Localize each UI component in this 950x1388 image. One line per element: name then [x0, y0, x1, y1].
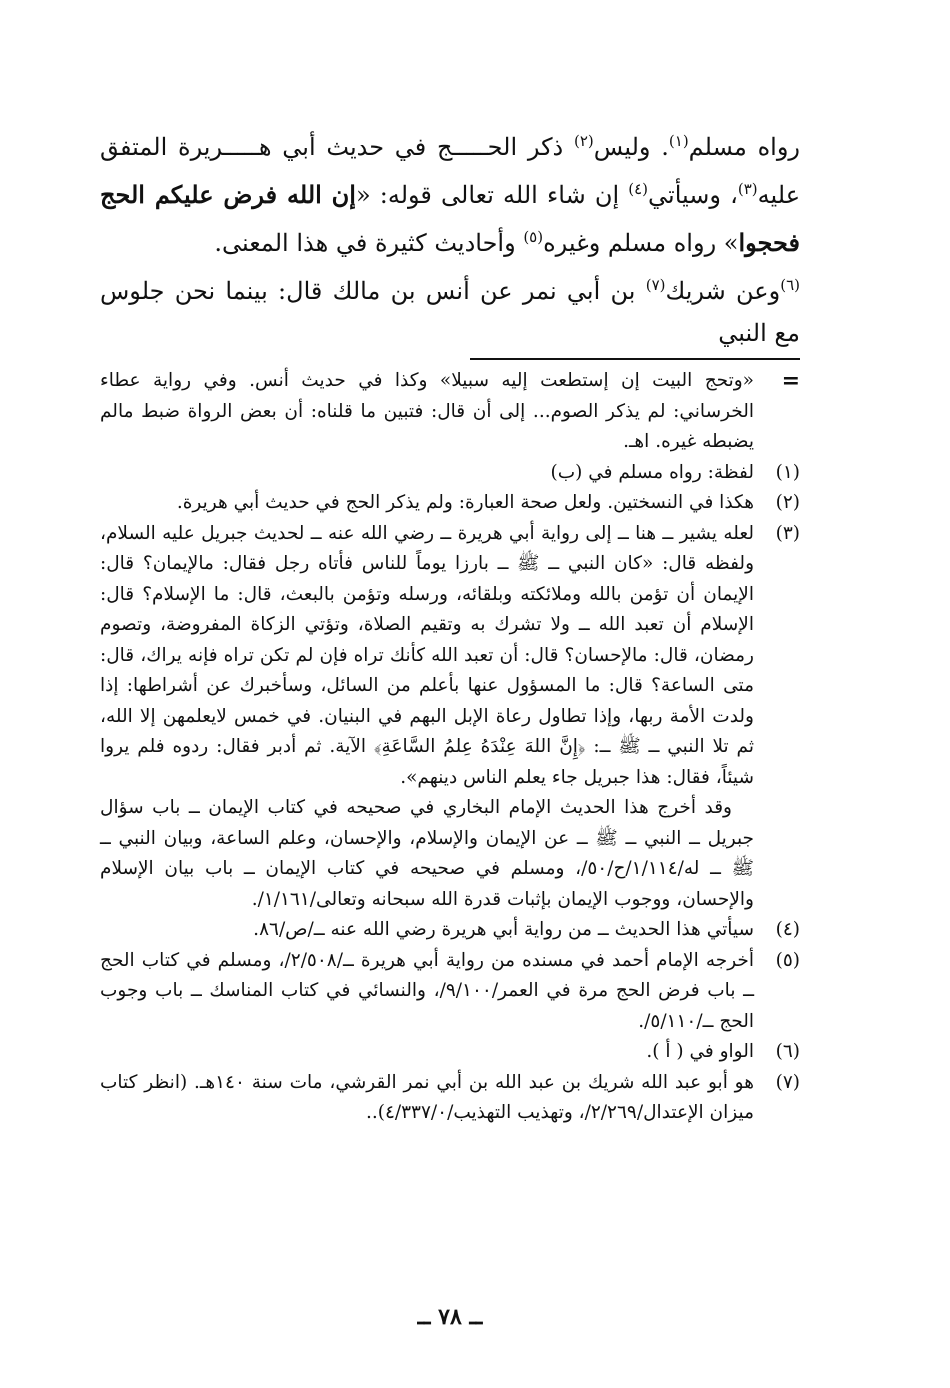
text-run: وأحاديث كثيرة في هذا المعنى. [214, 229, 524, 257]
main-paragraph-2 [100, 264, 800, 354]
footnote-paragraph: لفظة: رواه مسلم في (ب) [550, 461, 754, 483]
footnote-paragraph: الواو في ( أ ). [646, 1041, 754, 1062]
footnote-reference: (٣) [737, 180, 758, 198]
text-run: إن شاء الله تعالى قوله: « [355, 181, 629, 209]
footnote-list [100, 458, 800, 1129]
page-number: ــ ٧٨ ــ [417, 1304, 483, 1330]
footnote-paragraph: هكذا في النسختين. ولعل صحة العبارة: ولم يذكر الحج في حديث أبي هريرة. [176, 492, 754, 513]
footnote-text [100, 946, 754, 1038]
main-text [100, 120, 800, 354]
text-run: ، وسيأتي [648, 181, 738, 209]
continuation-text: «وتحج البيت إن إستطعت إليه سبيلا» وكذا في حديث أنس. وفي رواية عطاء الخرساني: لم يذكر الصوم... إلى أن قال: فتبين ما قلناه: أن بعض الرواة ضبط مالم يضبطه غيره. اهـ. [100, 370, 754, 452]
footnote-reference: (٤) [628, 180, 649, 198]
text-run: . وليس [593, 133, 669, 161]
continuation-mark: = [781, 368, 800, 394]
bold-quote: إن الله فرض عليكم الحج فحجوا [100, 180, 800, 257]
footnote-paragraph: وقد أخرج هذا الحديث الإمام البخاري في صحيحه في كتاب الإيمان ــ باب سؤال جبريل ــ النبي ــ ﷺ ــ عن الإيمان والإسلام، والإحسان، وعلم الساعة، وبيان النبي ــ ﷺ ــ له/١/١١٤/ح/٥٠/، ومسلم في صحيحه في كتاب الإيمان ــ باب بيان الإسلام والإحسان، ووجوب الإيمان بإثبات قدرة الله سبحانه وتعالى/١/١٦١/. [100, 797, 754, 910]
footnote-item [100, 458, 800, 489]
footnote-text [100, 458, 754, 489]
text-run: بن أبي نمر عن أنس بن مالك قال: بينما نحن جلوس مع النبي [100, 277, 800, 347]
footnote-item [100, 519, 800, 916]
footnote-paragraph: سيأتي هذا الحديث ــ من رواية أبي هريرة رضي الله عنه ــ/ص/٨٦. [253, 919, 754, 940]
footnote-separator [470, 358, 800, 360]
footnote-item [100, 915, 800, 946]
footnote-paragraph: أخرجه الإمام أحمد في مسنده من رواية أبي هريرة ــ/٢/٥٠٨/، ومسلم في كتاب الحج ــ باب فرض الحج مرة في العمر/٩/١٠٠/، والنسائي في كتاب المناسك ــ باب وجوب الحج ــ/٥/١١٠/. [100, 949, 754, 1032]
footnote-number: (٤) [775, 919, 800, 940]
main-paragraph-1 [100, 120, 800, 264]
footnote-paragraph: لعله يشير ــ هنا ــ إلى رواية أبي هريرة ــ رضي الله عنه ــ لحديث جبريل عليه السلام، ولفظه قال: «كان النبي ــ ﷺ ــ بارزا يوماً للناس فأتاه رجل فقال: مالإيمان؟ قال: الإيمان أن تؤمن بالله وملائكته وبلقائه، ورسله وتؤمن بالبعث، قال: ما الإسلام؟ قال: الإسلام أن تعبد الله ــ ولا تشرك به وتقيم الصلاة، وتؤتي الزكاة المفروضة، وتصوم رمضان، قال: مالإحسان؟ قال: أن تعبد الله كأنك تراه فإن لم تكن تراه فإنه يراك، قال: متى الساعة؟ قال: ما المسؤول عنها بأعلم من السائل، وسأخبرك عن أشراطها: إذا ولدت الأمة ربها، وإذا تطاول رعاة الإبل البهم في البنيان. في خمس لايعلمهن إلا الله، ثم تلا النبي ــ ﷺ ــ: ﴿إِنَّ اللهَ عِنْدَهُ عِلمُ السَّاعَةِ﴾ الآية. ثم أدبر فقال: ردوه فلم يروا شيئاً، فقال: هذا جبريل جاء يعلم الناس دينهم». [100, 522, 754, 788]
footnote-reference: (١) [668, 132, 689, 150]
text-run: ذكر الحـــــج في حديث أبي هـــــريرة المتفق عليه [100, 133, 801, 209]
footnote-number: (١) [775, 461, 800, 483]
footnote-reference: (٦) [780, 276, 800, 294]
footnote-number: (٥) [775, 949, 800, 971]
footnote-text [100, 519, 754, 916]
footnote-text [100, 488, 754, 519]
footnote-item [100, 1068, 800, 1129]
footnote-reference: (٥) [523, 228, 544, 246]
footnote-item [100, 946, 800, 1038]
footnote-reference: (٧) [645, 276, 666, 294]
footnote-text [100, 915, 754, 946]
footnote-number: (٣) [775, 522, 800, 544]
footnote-number: (٢) [775, 492, 800, 513]
footnote-continuation [100, 366, 800, 458]
book-page [100, 120, 800, 1368]
footnote-number: (٧) [775, 1071, 800, 1093]
footnote-text [100, 1068, 754, 1129]
text-run: » رواه مسلم وغيره [543, 229, 739, 257]
footnote-reference: (٢) [573, 132, 594, 150]
footnote-text [100, 1037, 754, 1068]
text-run: رواه مسلم [688, 133, 801, 161]
footnote-number: (٦) [775, 1041, 800, 1062]
text-run: وعن شريك [665, 277, 781, 305]
footnotes [100, 366, 800, 1129]
footnote-item [100, 1037, 800, 1068]
footnote-paragraph: هو أبو عبد الله شريك بن عبد الله بن أبي نمر القرشي، مات سنة ١٤٠هـ. (انظر كتاب ميزان الإعتدال/٢/٢٦٩/، وتهذيب التهذيب/٤/٣٣٧/٠).. [100, 1071, 754, 1123]
footnote-item [100, 488, 800, 519]
